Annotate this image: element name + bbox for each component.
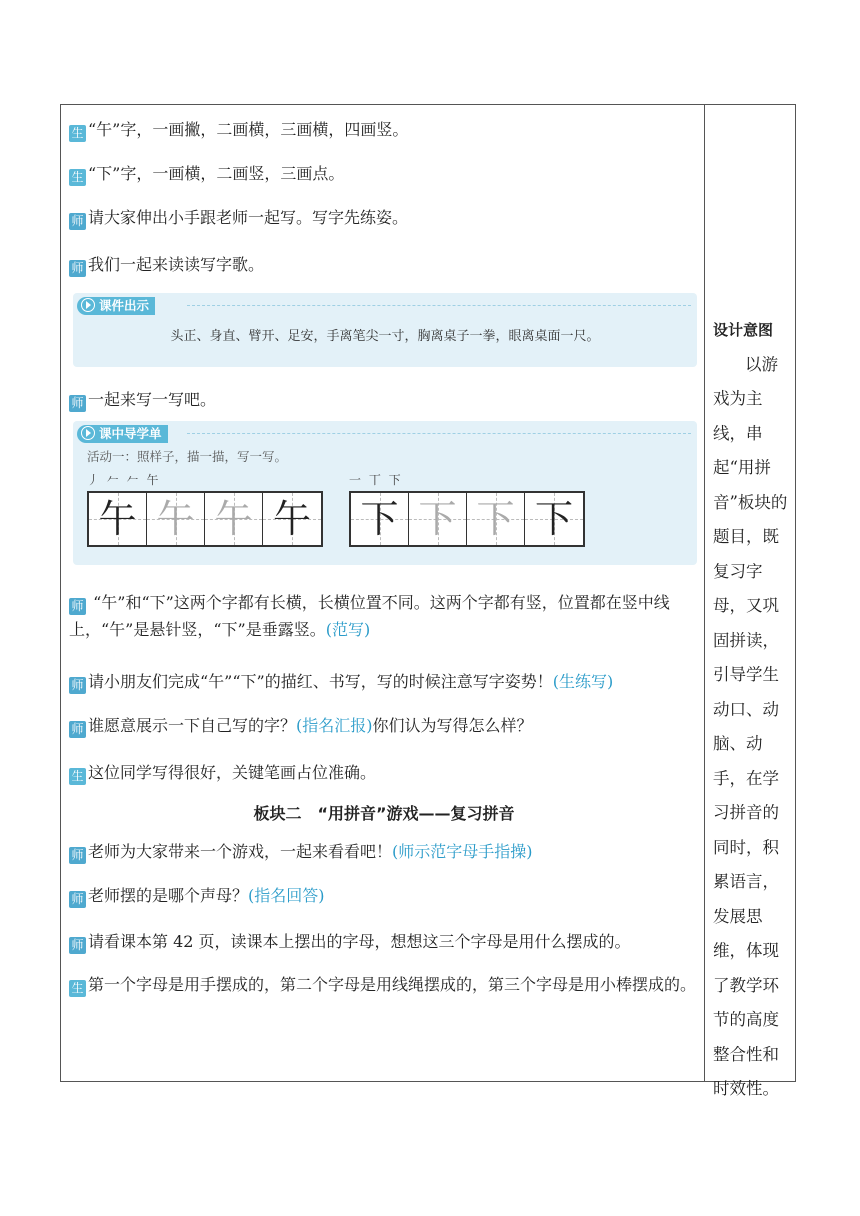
tian-grid-xia[interactable]: [349, 491, 585, 547]
worksheet-header: 课中导学单: [77, 425, 168, 443]
student-tag: 生: [69, 768, 86, 785]
grid-cell[interactable]: 午: [263, 493, 321, 545]
teacher-tag: 师: [69, 598, 86, 615]
design-intent-body: 以游戏为主线，串起“用拼音”板块的题目，既复习字母，又巩固拼读，引导学生动口、动脑、动手，在学习拼音的同时，积累语言，发展思维，体现了教学环节的高度整合性和时效性。: [713, 354, 788, 1098]
worksheet-box: [73, 421, 697, 565]
teacher-tag: 师: [69, 891, 86, 908]
dialogue-line: 师 老师摆的是哪个声母？(指名回答): [69, 883, 699, 908]
dialogue-line: 师 请小朋友们完成“午”“下”的描红、书写，写的时候注意写字姿势！(生练写): [69, 669, 699, 694]
column-divider: [704, 105, 705, 1081]
student-tag: 生: [69, 125, 86, 142]
teacher-tag: 师: [69, 213, 86, 230]
grid-cell[interactable]: 下: [525, 493, 583, 545]
courseware-box: [73, 293, 697, 367]
activity-instruction: 活动一：照样子，描一描，写一写。: [87, 449, 288, 464]
dashed-rule: [187, 305, 691, 307]
dashed-rule: [187, 433, 691, 435]
lesson-table: [60, 104, 796, 1098]
design-intent: [713, 313, 791, 1107]
dialogue-line: 生 “午”字，一画撇，二画横，三画横，四画竖。: [69, 117, 699, 142]
play-icon: [81, 298, 95, 312]
teacher-tag: 师: [69, 260, 86, 277]
grid-cell[interactable]: 下: [467, 493, 525, 545]
dialogue-line: 师 老师为大家带来一个游戏，一起来看看吧！(师示范字母手指操): [69, 839, 699, 864]
stroke-order-xia: 一 丅 下: [349, 473, 403, 487]
grid-cell[interactable]: 午: [147, 493, 205, 545]
dialogue-line: 生 第一个字母是用手摆成的，第二个字母是用线绳摆成的，第三个字母是用小棒摆成的。: [69, 971, 699, 998]
dialogue-line: 师 我们一起来读读写字歌。: [69, 252, 699, 277]
stroke-order-wu: 丿 𠂉 𠂉 午: [87, 473, 161, 487]
dialogue-line: 师 谁愿意展示一下自己写的字？(指名汇报)你们认为写得怎么样？: [69, 713, 699, 738]
grid-cell[interactable]: 午: [89, 493, 147, 545]
student-tag: 生: [69, 169, 86, 186]
courseware-header: 课件出示: [77, 297, 155, 315]
design-intent-title: 设计意图: [713, 321, 774, 339]
dialogue-line: 生 “下”字，一画横，二画竖，三画点。: [69, 161, 699, 186]
grid-cell[interactable]: 午: [205, 493, 263, 545]
teacher-tag: 师: [69, 937, 86, 954]
dialogue-line: 师 请看课本第 42 页，读课本上摆出的字母，想想这三个字母是用什么摆成的。: [69, 929, 699, 954]
tian-grid-wu[interactable]: [87, 491, 323, 547]
student-tag: 生: [69, 980, 86, 997]
grid-cell[interactable]: 下: [351, 493, 409, 545]
teacher-tag: 师: [69, 721, 86, 738]
section-title: 板块二 “用拼音”游戏——复习拼音: [253, 804, 515, 823]
writing-posture-rhyme: 头正、身直、臂开、足安，手离笔尖一寸，胸离桌子一拳，眼离桌面一尺。: [170, 329, 600, 344]
teacher-tag: 师: [69, 677, 86, 694]
dialogue-line: 师 请大家伸出小手跟老师一起写。写字先练姿。: [69, 205, 699, 230]
grid-cell[interactable]: 下: [409, 493, 467, 545]
play-icon: [81, 426, 95, 440]
teacher-tag: 师: [69, 847, 86, 864]
dialogue-line: 师 一起来写一写吧。: [69, 387, 699, 412]
dialogue-line: 师 “午”和“下”这两个字都有长横，长横位置不同。这两个字都有竖，位置都在竖中线上，“午”是悬针竖，“下”是垂露竖。(范写): [69, 593, 670, 639]
dialogue-line: 生 这位同学写得很好，关键笔画占位准确。: [69, 760, 699, 785]
teacher-tag: 师: [69, 395, 86, 412]
